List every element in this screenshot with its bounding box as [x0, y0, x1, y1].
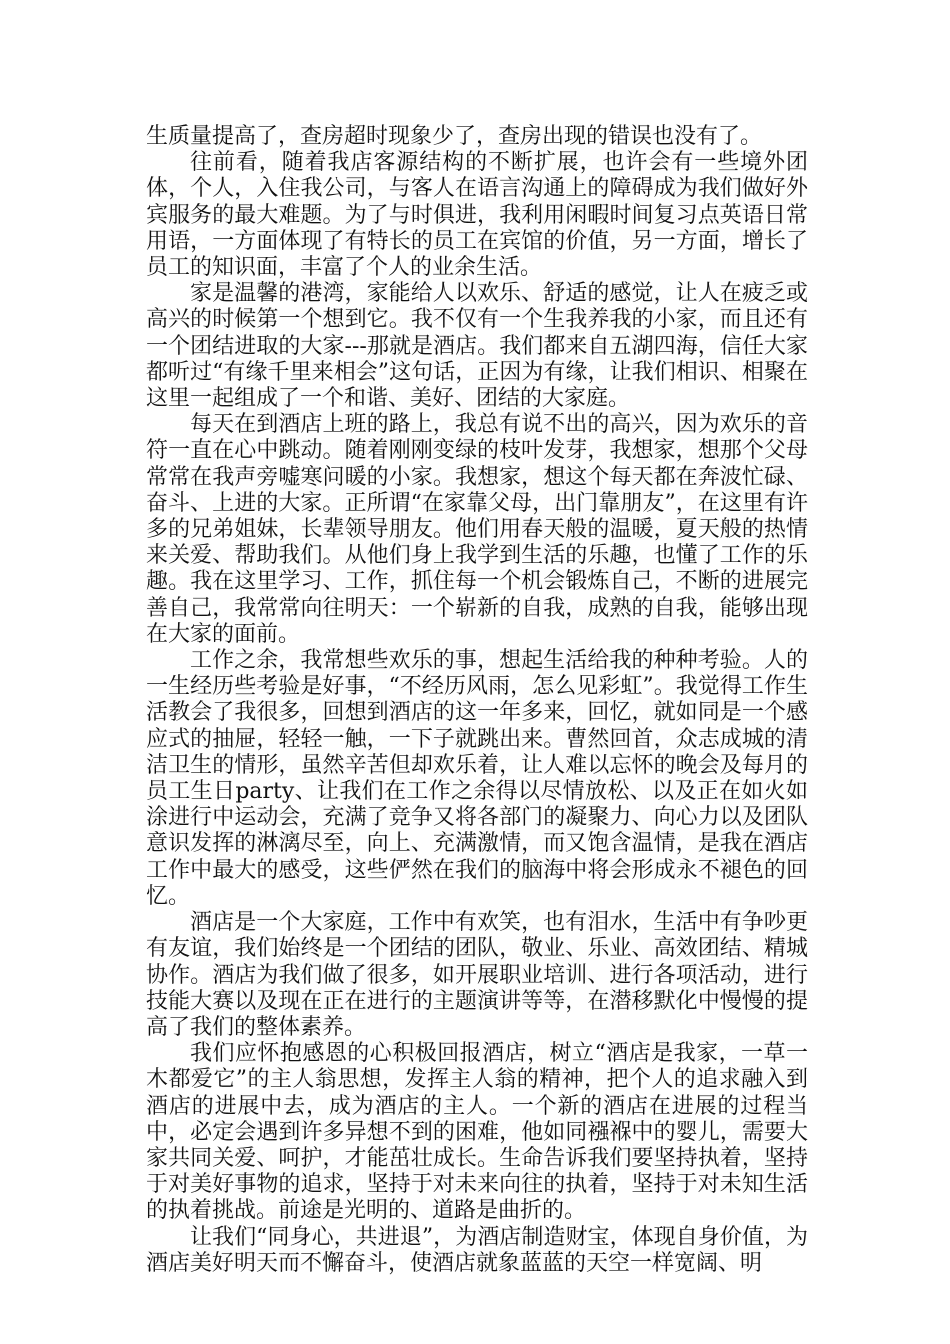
paragraph-7: 我们应怀抱感恩的心积极回报酒店，树立“酒店是我家，一草一木都爱它”的主人翁思想，发挥主人翁的精神，把个人的追求融入到酒店的进展中去，成为酒店的主人。一个新的酒店在进展的过程当中，必定会遇到许多异想不到的困难，他如同襁褓中的婴儿，需要大家共同关爱、呵护，才能茁壮成长。生命告诉我们要坚持执着，坚持于对美好事物的追求，坚持于对未来向往的执着，坚持于对未知生活的执着挑战。前途是光明的、道路是曲折的。 — [146, 1041, 808, 1224]
paragraph-1: 生质量提高了，查房超时现象少了，查房出现的错误也没有了。 — [146, 124, 763, 149]
paragraph-6: 酒店是一个大家庭，工作中有欢笑，也有泪水，生活中有争吵更有友谊，我们始终是一个团结的团队，敬业、乐业、高效团结、精城协作。酒店为我们做了很多，如开展职业培训、进行各项活动，进行技能大赛以及现在正在进行的主题演讲等等，在潜移默化中慢慢的提高了我们的整体素养。 — [146, 910, 808, 1040]
paragraph-2: 往前看，随着我店客源结构的不断扩展，也许会有一些境外团体，个人，入住我公司，与客人在语言沟通上的障碍成为我们做好外宾服务的最大难题。为了与时俱进，我利用闲暇时间复习点英语日常用语，一方面体现了有特长的员工在宾馆的价值，另一方面，增长了员工的知识面，丰富了个人的业余生活。 — [146, 150, 808, 281]
paragraph-4: 每天在到酒店上班的路上，我总有说不出的高兴，因为欢乐的音符一直在心中跳动。随着刚刚变绿的枝叶发芽，我想家，想那个父母常常在我声旁嘘寒问暖的小家。我想家，想这个每天都在奔波忙碌、奋斗、上进的大家。正所谓“在家靠父母，出门靠朋友”，在这里有许多的兄弟姐妹，长辈领导朋友。他们用春天般的温暖，夏天般的热情来关爱、帮助我们。从他们身上我学到生活的乐趣，也懂了工作的乐趣。我在这里学习、工作，抓住每一个机会锻炼自己，不断的进展完善自己，我常常向往明天：一个崭新的自我，成熟的自我，能够出现在大家的面前。 — [146, 412, 808, 647]
paragraph-8: 让我们“同身心，共进退”，为酒店制造财宝，体现自身价值，为酒店美好明天而不懈奋斗，使酒店就象蓝蓝的天空一样宽阔、明 — [146, 1224, 808, 1276]
paragraph-5: 工作之余，我常想些欢乐的事，想起生活给我的种种考验。人的一生经历些考验是好事，“不经历风雨，怎么见彩虹”。我觉得工作生活教会了我很多，回想到酒店的这一年多来，回忆，就如同是一个感应式的抽屉，轻轻一触，一下子就跳出来。曹然回首，众志成城的清洁卫生的情形，虽然辛苦但却欢乐着，让人难以忘怀的晚会及每月的员工生日party、让我们在工作之余得以尽情放松、以及正在如火如涂进行中运动会，充满了竞争又将各部门的凝聚力、向心力以及团队意识发挥的淋漓尽至，向上、充满激情，而又饱含温情，是我在酒店工作中最大的感受，这些俨然在我们的脑海中将会形成永不褪色的回忆。 — [146, 648, 808, 909]
paragraph-3: 家是温馨的港湾，家能给人以欢乐、舒适的感觉，让人在疲乏或高兴的时候第一个想到它。我不仅有一个生我养我的小家，而且还有一个团结进取的大家---那就是酒店。我们都来自五湖四海，信任大家都听过“有缘千里来相会”这句话，正因为有缘，让我们相识、相聚在这里一起组成了一个和谐、美好、团结的大家庭。 — [146, 281, 808, 412]
document-page — [146, 124, 808, 1277]
